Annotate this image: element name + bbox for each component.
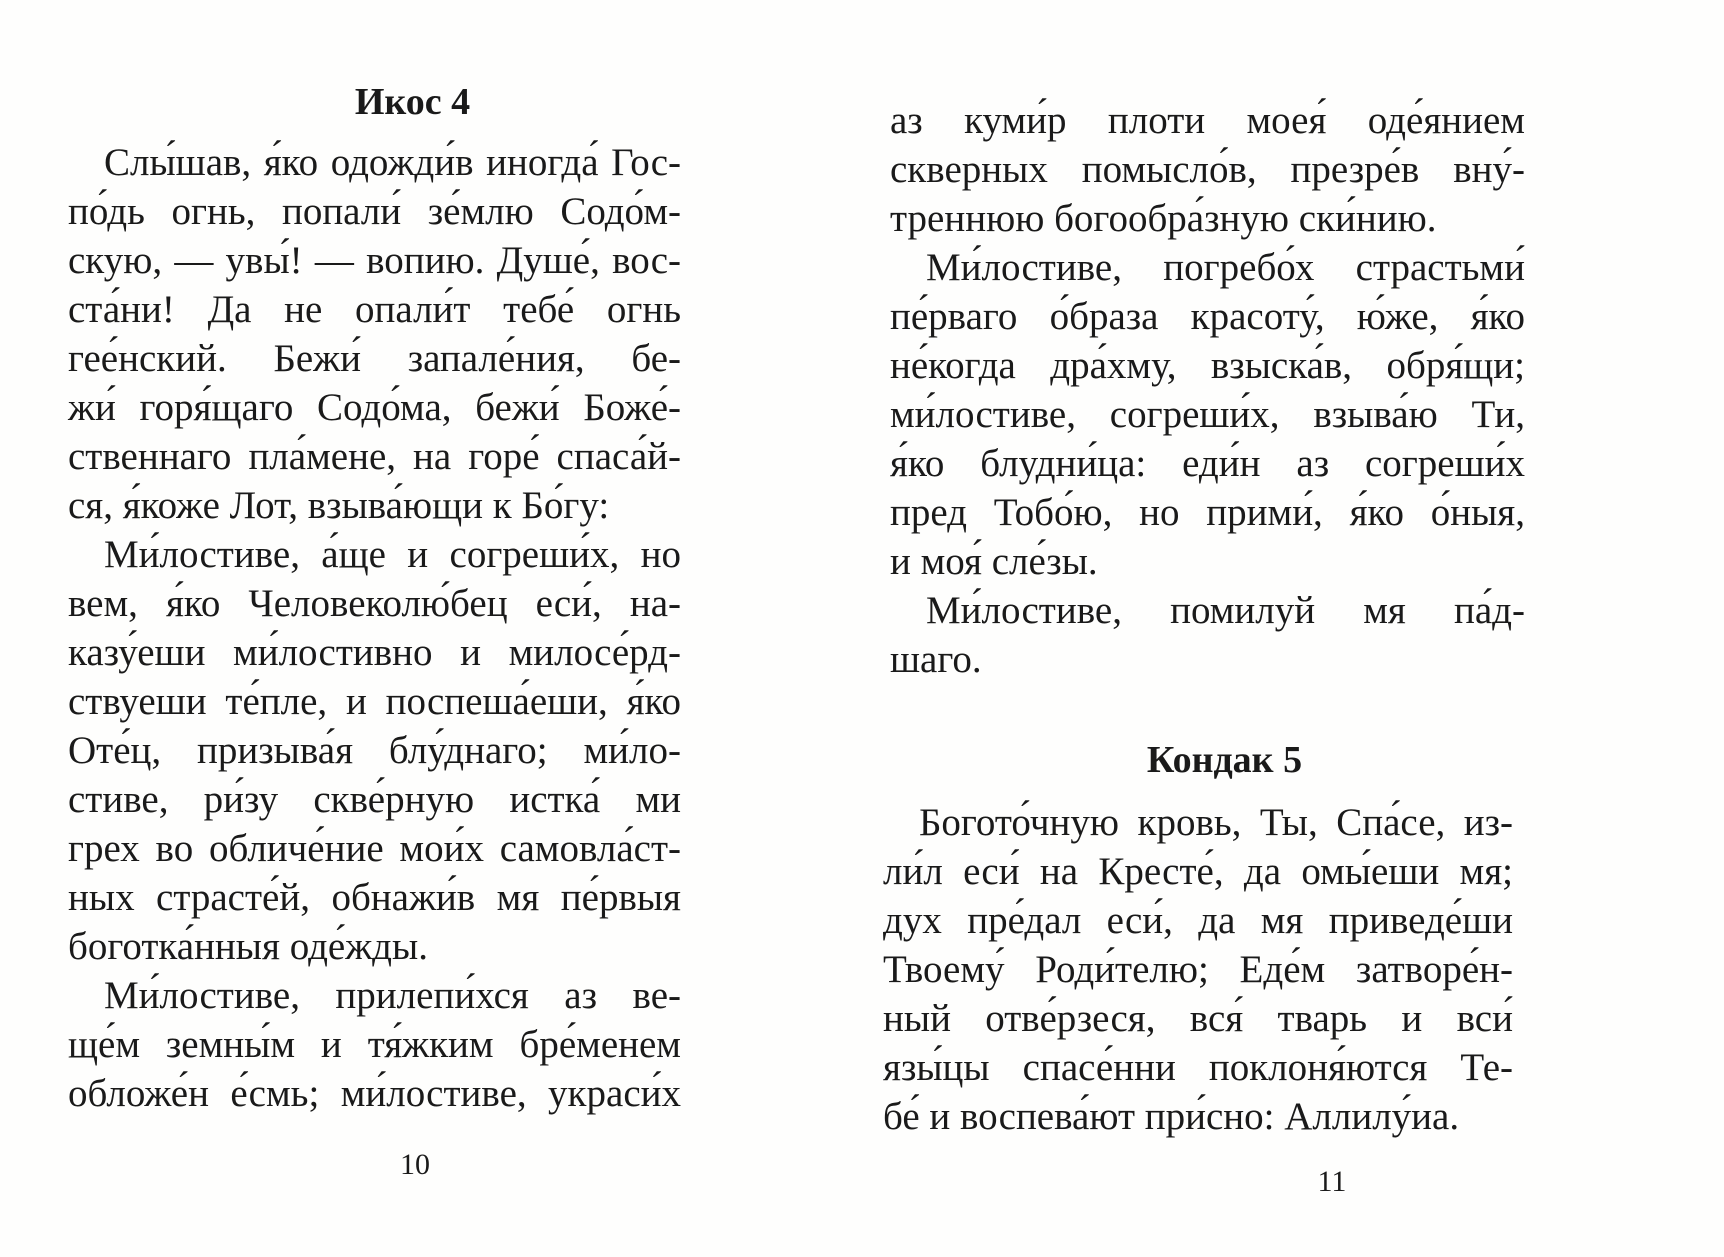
text-line: не́когда дра́хму, взыска́в, обря́щи;	[890, 344, 1525, 387]
text-line: ще́м земны́м и тя́жким бре́менем	[68, 1023, 681, 1066]
text-line: по́дь огнь, попали́ зе́млю Содо́м-	[68, 190, 681, 233]
text-line: Ми́лостиве, помилуй мя па́д-	[926, 589, 1525, 632]
text-line: обложе́н е́смь; ми́лостиве, украси́х	[68, 1072, 681, 1115]
text-line: пе́рваго о́браза красоту́, ю́же, я́ко	[890, 295, 1525, 338]
text-line: Оте́ц, призыва́я блу́днаго; ми́ло-	[68, 729, 681, 772]
text-line: я́ко блудни́ца: еди́н аз согреши́х	[890, 442, 1525, 485]
page-number: 11	[1317, 1165, 1347, 1198]
text-line: ли́л еси́ на Кресте́, да омы́еши мя;	[883, 850, 1513, 893]
text-line: ствуеши те́пле, и поспеша́еши, я́ко	[68, 680, 681, 723]
text-line: боготка́нныя оде́жды.	[68, 925, 428, 968]
page-number: 10	[400, 1148, 430, 1181]
text-line: гее́нский. Бежи́ запале́ния, бе-	[68, 337, 681, 380]
text-line: жи́ горя́щаго Содо́ма, бежи́ Боже́-	[68, 386, 681, 429]
text-line: пред Тобо́ю, но прими́, я́ко о́ныя,	[890, 491, 1525, 534]
text-line: треннюю богообра́зную ски́нию.	[890, 197, 1437, 240]
text-line: стиве, ри́зу скве́рную истка́ ми	[68, 778, 681, 821]
text-line: казу́еши ми́лостивно и милосе́рд-	[68, 631, 681, 674]
text-line: Ми́лостиве, а́ще и согреши́х, но	[104, 533, 681, 576]
text-line: Слы́шав, я́ко одожди́в иногда́ Гос-	[104, 141, 681, 184]
text-line: скую, — увы́! — вопию. Душе́, вос-	[68, 239, 681, 282]
text-line: ных страсте́й, обнажи́в мя пе́рвыя	[68, 876, 681, 919]
kondak-5-heading: Кондак 5	[1146, 739, 1303, 781]
text-line: скверных помысло́в, презре́в вну́-	[890, 148, 1525, 191]
right-page	[862, 0, 1724, 1257]
text-line: и моя́ сле́зы.	[890, 540, 1098, 583]
text-line: Ми́лостиве, прилепи́хся аз ве-	[104, 974, 681, 1017]
text-line: ся, я́коже Лот, взыва́ющи к Бо́гу:	[68, 484, 610, 527]
text-line: бе́ и воспева́ют при́сно: Аллилу́иа.	[883, 1095, 1460, 1138]
text-line: ми́лостиве, согреши́х, взыва́ю Ти,	[890, 393, 1525, 436]
text-line: дух пре́дал еси́, да мя приведе́ши	[883, 899, 1513, 942]
text-line: грех во обличе́ние мои́х самовла́ст-	[68, 827, 681, 870]
text-line: шаго.	[890, 638, 982, 681]
text-line: Ми́лостиве, погребо́х страстьми́	[926, 246, 1525, 289]
text-line: Твоему́ Роди́телю; Еде́м затворе́н-	[883, 948, 1513, 991]
text-line: ственнаго пла́мене, на горе́ спаса́й-	[68, 435, 681, 478]
text-line: вем, я́ко Человеколю́бец еси́, на-	[68, 582, 681, 625]
text-line: ста́ни! Да не опали́т тебе́ огнь	[68, 288, 681, 331]
text-line: ный отве́рзеся, вся́ тварь и вси́	[883, 997, 1513, 1040]
text-line: Богото́чную кровь, Ты, Спа́се, из-	[919, 801, 1513, 844]
text-line: язы́цы спасе́нни поклоня́ются Те-	[883, 1046, 1513, 1089]
text-line: аз куми́р плоти моея́ оде́янием	[890, 99, 1525, 142]
ikos-4-heading: Икос 4	[354, 81, 471, 123]
